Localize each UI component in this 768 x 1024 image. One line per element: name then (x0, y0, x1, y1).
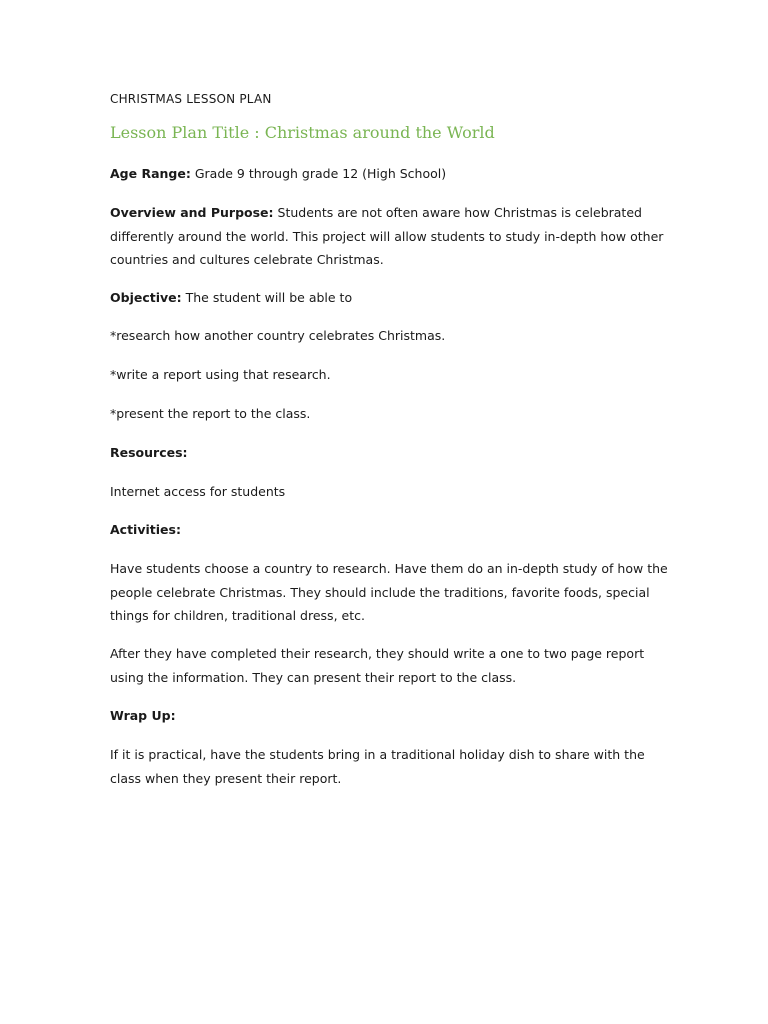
lesson-plan-title: Lesson Plan Title : Christmas around the World (110, 123, 495, 142)
objective-label: Objective: (110, 290, 182, 305)
overview-label: Overview and Purpose: (110, 205, 274, 220)
overview-paragraph (110, 201, 670, 272)
activities-paragraph: After they have completed their research, they should write a one to two page report using the information. They can present their report to the class. (110, 646, 645, 685)
objective-text: The student will be able to (185, 290, 353, 305)
age-range-paragraph (110, 162, 670, 186)
objective-paragraph (110, 286, 670, 310)
objective-item: *research how another country celebrates Christmas. (110, 328, 446, 343)
overview-text: Students are not often aware how Christmas is celebrated differently around the world. This project will allow students to study in-depth how other countries and cultures celebrate Christmas. (110, 205, 664, 267)
resources-text: Internet access for students (110, 484, 286, 499)
resources-heading: Resources: (110, 445, 188, 460)
wrap-up-text: If it is practical, have the students bring in a traditional holiday dish to share with the class when they present their report. (110, 747, 645, 786)
wrap-up-heading: Wrap Up: (110, 708, 176, 723)
age-range-text: Grade 9 through grade 12 (High School) (194, 166, 447, 181)
document-heading: CHRISTMAS LESSON PLAN (110, 92, 272, 106)
activities-heading: Activities: (110, 522, 181, 537)
age-range-label: Age Range: (110, 166, 191, 181)
objective-item: *present the report to the class. (110, 406, 311, 421)
activities-paragraph: Have students choose a country to research. Have them do an in-depth study of how the people celebrate Christmas. They should include the traditions, favorite foods, special things for children, traditional dress, etc. (110, 561, 668, 623)
objective-item: *write a report using that research. (110, 367, 331, 382)
